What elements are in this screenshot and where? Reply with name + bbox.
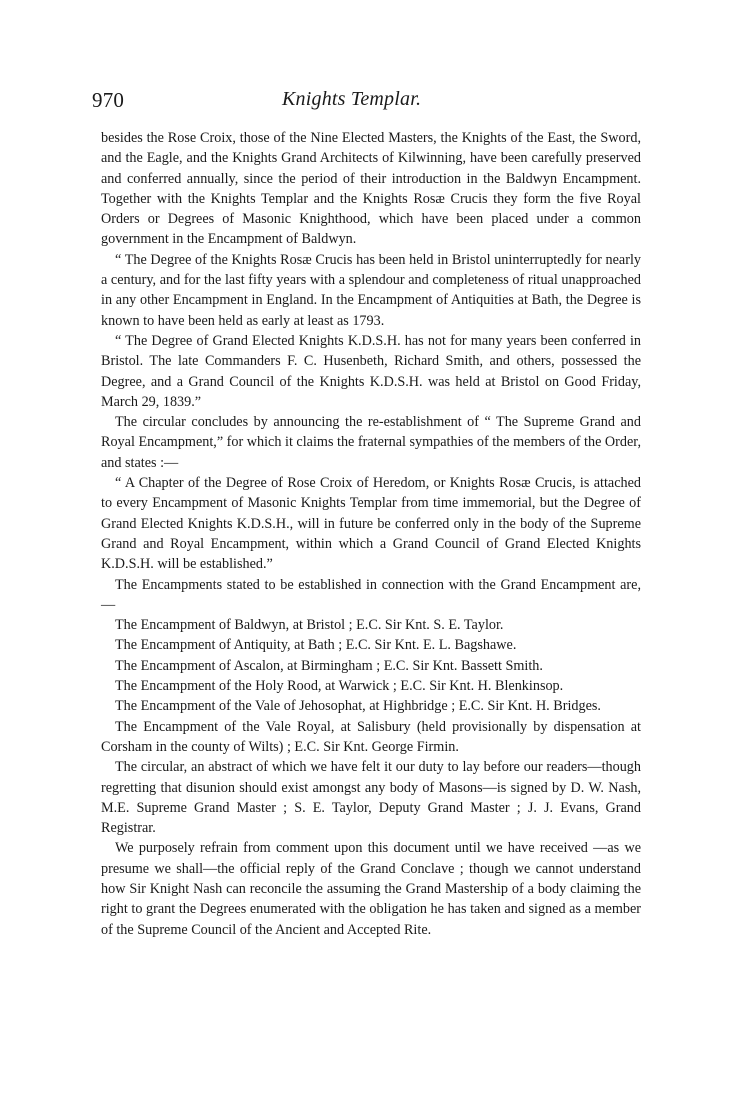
paragraph: “ A Chapter of the Degree of Rose Croix of Heredom, or Knights Rosæ Crucis, is attached to every Encampment of Masonic Knights Templar from time immemorial, but the Degree of Grand Elected Knights K.D.S.H., will in future be conferred only in the body of the Supreme Grand and Royal Encampment, within which a Grand Council of Grand Elected Knights K.D.S.H. will be established.” bbox=[101, 475, 641, 573]
list-item: The Encampment of the Vale of Jehosophat, at Highbridge ; E.C. Sir Knt. H. Bridges. bbox=[115, 698, 601, 715]
list-item: The Encampment of Ascalon, at Birmingham ; E.C. Sir Knt. Bassett Smith. bbox=[115, 657, 543, 674]
list-item: The Encampment of the Holy Rood, at Warwick ; E.C. Sir Knt. H. Blenkinsop. bbox=[115, 678, 564, 695]
paragraph: “ The Degree of Grand Elected Knights K.D.S.H. has not for many years been conferred in Bristol. The late Commanders F. C. Husenbeth, Richard Smith, and others, possessed the Degree, and a Grand Council of the Knights K.D.S.H. was held at Bristol on Good Friday, March 29, 1839.” bbox=[101, 332, 641, 410]
paragraph: We purposely refrain from comment upon this document until we have received —as we presume we shall—the official reply of the Grand Conclave ; though we cannot understand how Sir Knight Nash can reconcile the assuming the Grand Mastership of a body claiming the right to grant the Degrees enumerated with the obligation he has taken and signed as a member of the Supreme Council of the Ancient and Accepted Rite. bbox=[101, 840, 641, 938]
page-number: 970 bbox=[92, 88, 125, 112]
list-item: The Encampment of Baldwyn, at Bristol ; E.C. Sir Knt. S. E. Taylor. bbox=[115, 617, 504, 634]
running-title: Knights Templar. bbox=[282, 88, 422, 110]
paragraph: “ The Degree of the Knights Rosæ Crucis has been held in Bristol uninterruptedly for nearly a century, and for the last fifty years with a splendour and completeness of ritual unapproached in any other Encampment in England. In the Encampment of Antiquities at Bath, the Degree is known to have been held as early at least as 1793. bbox=[101, 251, 641, 329]
paragraph: The circular concludes by announcing the re-establishment of “ The Supreme Grand and Royal Encampment,” for which it claims the fraternal sympathies of the members of the Order, and states :— bbox=[101, 414, 641, 471]
list-item: The Encampment of the Vale Royal, at Salisbury (held provisionally by dispensation at Corsham in the county of Wilts) ; E.C. Sir Knt. George Firmin. bbox=[101, 718, 641, 755]
paragraph: besides the Rose Croix, those of the Nine Elected Masters, the Knights of the East, the Sword, and the Eagle, and the Knights Grand Architects of Kilwinning, have been carefully preserved and conferred annually, since the period of their introduction in the Baldwyn Encampment. Together with the Knights Templar and the Knights Rosæ Crucis they form the five Royal Orders or Degrees of Masonic Knighthood, which have been placed under a common government in the Encampment of Baldwyn. bbox=[101, 130, 641, 248]
page-header bbox=[92, 88, 644, 120]
body-text bbox=[101, 128, 641, 940]
paragraph: The Encampments stated to be established in connection with the Grand Encampment are,— bbox=[101, 576, 641, 613]
list-item: The Encampment of Antiquity, at Bath ; E.C. Sir Knt. E. L. Bagshawe. bbox=[115, 637, 517, 654]
paragraph: The circular, an abstract of which we have felt it our duty to lay before our readers—though regretting that disunion should exist amongst any body of Masons—is signed by D. W. Nash, M.E. Supreme Grand Master ; S. E. Taylor, Deputy Grand Master ; J. J. Evans, Grand Registrar. bbox=[101, 759, 641, 837]
